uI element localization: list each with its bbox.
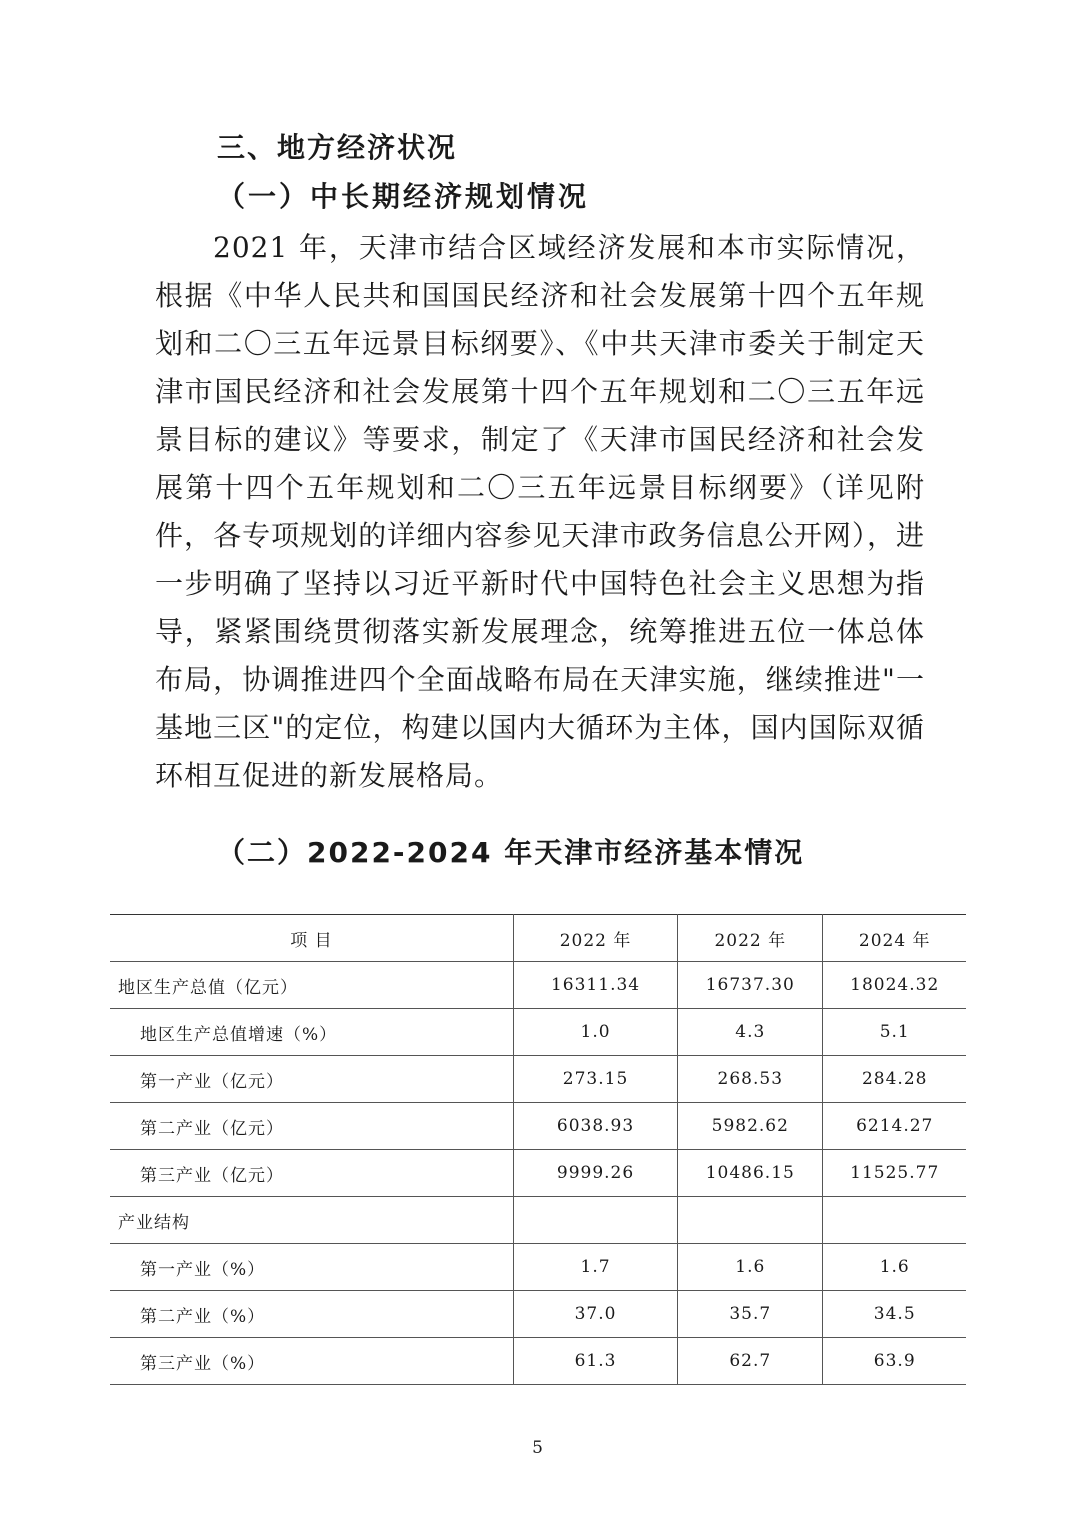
- table-row: [110, 1291, 966, 1338]
- row-value: 37.0: [513, 1291, 677, 1338]
- row-value: 273.15: [513, 1056, 677, 1103]
- row-value: 16311.34: [513, 962, 677, 1009]
- row-value: 1.6: [678, 1244, 823, 1291]
- row-value: [513, 1197, 677, 1244]
- table-row: [110, 1150, 966, 1197]
- header-year-1: 2022 年: [513, 915, 677, 962]
- row-label: 第三产业（亿元）: [110, 1150, 513, 1197]
- row-label: 第一产业（亿元）: [110, 1056, 513, 1103]
- row-label: 第一产业（%）: [110, 1244, 513, 1291]
- table-body: [110, 962, 966, 1385]
- row-label: 地区生产总值（亿元）: [110, 962, 513, 1009]
- row-value: [823, 1197, 966, 1244]
- table-row: [110, 1338, 966, 1385]
- row-value: 6214.27: [823, 1103, 966, 1150]
- row-value: 5982.62: [678, 1103, 823, 1150]
- subsection-title-plan: （一）中长期经济规划情况: [217, 180, 590, 213]
- row-label: 第三产业（%）: [110, 1338, 513, 1385]
- economy-table: [110, 914, 966, 1385]
- row-value: 4.3: [678, 1009, 823, 1056]
- row-label: 地区生产总值增速（%）: [110, 1009, 513, 1056]
- row-label: 产业结构: [110, 1197, 513, 1244]
- row-value: 61.3: [513, 1338, 677, 1385]
- header-item: 项 目: [110, 915, 513, 962]
- row-value: 35.7: [678, 1291, 823, 1338]
- row-value: 284.28: [823, 1056, 966, 1103]
- row-value: 62.7: [678, 1338, 823, 1385]
- table-row: [110, 1197, 966, 1244]
- row-value: 1.7: [513, 1244, 677, 1291]
- row-value: 16737.30: [678, 962, 823, 1009]
- section-title: 三、地方经济状况: [217, 131, 458, 164]
- table-row: [110, 1244, 966, 1291]
- table-row: [110, 1056, 966, 1103]
- row-value: 268.53: [678, 1056, 823, 1103]
- row-value: 1.0: [513, 1009, 677, 1056]
- row-label: 第二产业（%）: [110, 1291, 513, 1338]
- header-year-2: 2022 年: [678, 915, 823, 962]
- table-row: [110, 1103, 966, 1150]
- row-value: 5.1: [823, 1009, 966, 1056]
- row-value: 9999.26: [513, 1150, 677, 1197]
- table-row: [110, 962, 966, 1009]
- row-value: 11525.77: [823, 1150, 966, 1197]
- row-value: 34.5: [823, 1291, 966, 1338]
- plan-paragraph: 2021 年，天津市结合区域经济发展和本市实际情况，根据《中华人民共和国国民经济和社会发展第十四个五年规划和二〇三五年远景目标纲要》、《中共天津市委关于制定天津市国民经济和社会发展第十四个五年规划和二〇三五年远景目标的建议》等要求，制定了《天津市国民经济和社会发展第十四个五年规划和二〇三五年远景目标纲要》（详见附件，各专项规划的详细内容参见天津市政务信息公开网），进一步明确了坚持以习近平新时代中国特色社会主义思想为指导，紧紧围绕贯彻落实新发展理念，统筹推进五位一体总体布局，协调推进四个全面战略布局在天津实施，继续推进"一基地三区"的定位，构建以国内大循环为主体，国内国际双循环相互促进的新发展格局。: [155, 231, 925, 792]
- row-value: 63.9: [823, 1338, 966, 1385]
- row-value: 6038.93: [513, 1103, 677, 1150]
- page-number: 5: [532, 1438, 543, 1458]
- row-value: 1.6: [823, 1244, 966, 1291]
- row-value: 18024.32: [823, 962, 966, 1009]
- table-row: [110, 1009, 966, 1056]
- subsection-title-economy: （二）2022-2024 年天津市经济基本情况: [217, 836, 805, 869]
- table-header-row: [110, 915, 966, 962]
- header-year-3: 2024 年: [823, 915, 966, 962]
- row-value: 10486.15: [678, 1150, 823, 1197]
- row-value: [678, 1197, 823, 1244]
- row-label: 第二产业（亿元）: [110, 1103, 513, 1150]
